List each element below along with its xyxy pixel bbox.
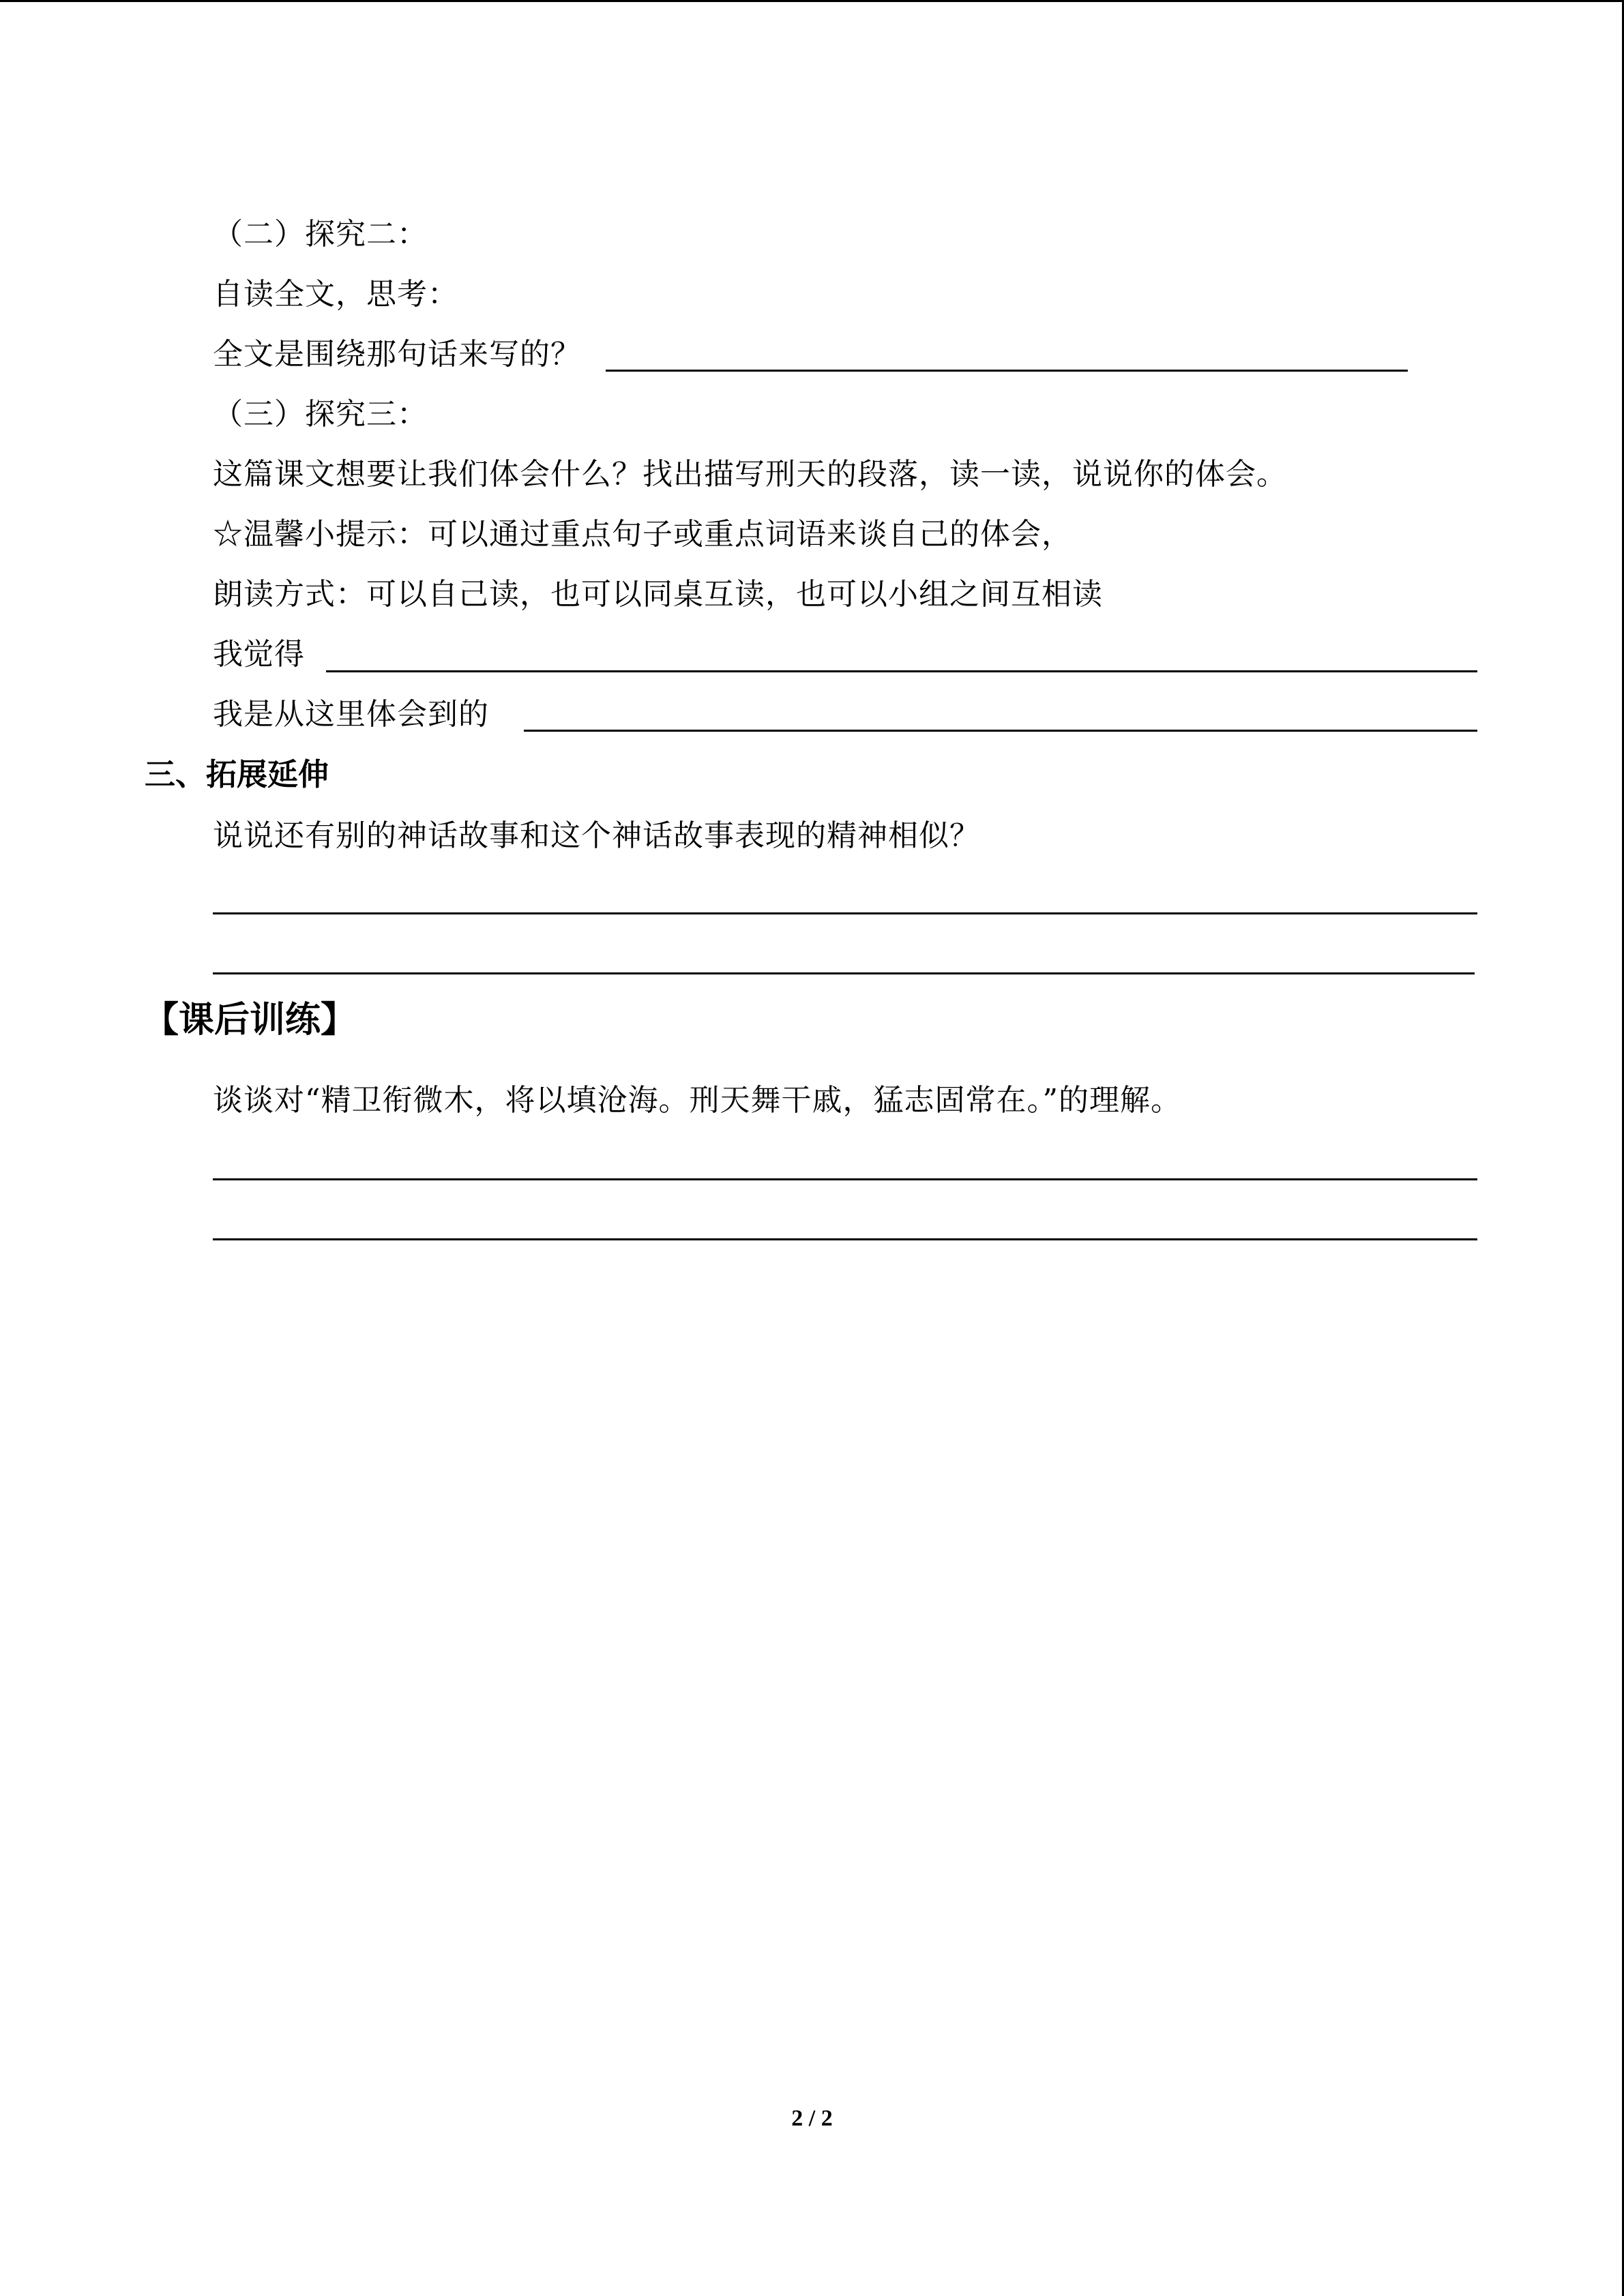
after-class-title: 【课后训练】	[143, 1000, 357, 1041]
explore2-question: 全文是围绕那句话来写的？	[213, 337, 581, 372]
explore3-tip: ☆温馨小提示：可以通过重点句子或重点词语来谈自己的体会，	[213, 517, 1072, 552]
after-class-answer-line-2[interactable]	[213, 1238, 1477, 1240]
extension-answer-line-2[interactable]	[213, 972, 1475, 974]
explore3-feel-answer-line[interactable]	[326, 670, 1477, 672]
page-number: 2 / 2	[791, 2106, 833, 2131]
extension-heading: 三、拓展延伸	[145, 756, 329, 792]
explore3-source-answer-line[interactable]	[524, 730, 1477, 732]
explore3-prompt-feel: 我觉得	[213, 637, 305, 672]
explore3-reading-mode: 朗读方式：可以自己读，也可以同桌互读，也可以小组之间互相读	[213, 577, 1103, 612]
after-class-question: 谈谈对“精卫衔微木，将以填沧海。刑天舞干戚，猛志固常在。”的理解。	[213, 1083, 1181, 1118]
extension-answer-line-1[interactable]	[213, 912, 1477, 914]
explore3-prompt-source: 我是从这里体会到的	[213, 697, 489, 732]
explore2-instruction: 自读全文，思考：	[213, 277, 458, 312]
explore3-title: （三）探究三：	[213, 397, 428, 432]
explore2-answer-line[interactable]	[606, 370, 1408, 372]
explore2-title: （二）探究二：	[213, 217, 428, 252]
extension-question: 说说还有别的神话故事和这个神话故事表现的精神相似？	[213, 818, 980, 853]
page-border-top	[0, 0, 1624, 2]
after-class-answer-line-1[interactable]	[213, 1178, 1477, 1180]
explore3-question: 这篇课文想要让我们体会什么？找出描写刑天的段落，读一读，说说你的体会。	[213, 457, 1287, 492]
